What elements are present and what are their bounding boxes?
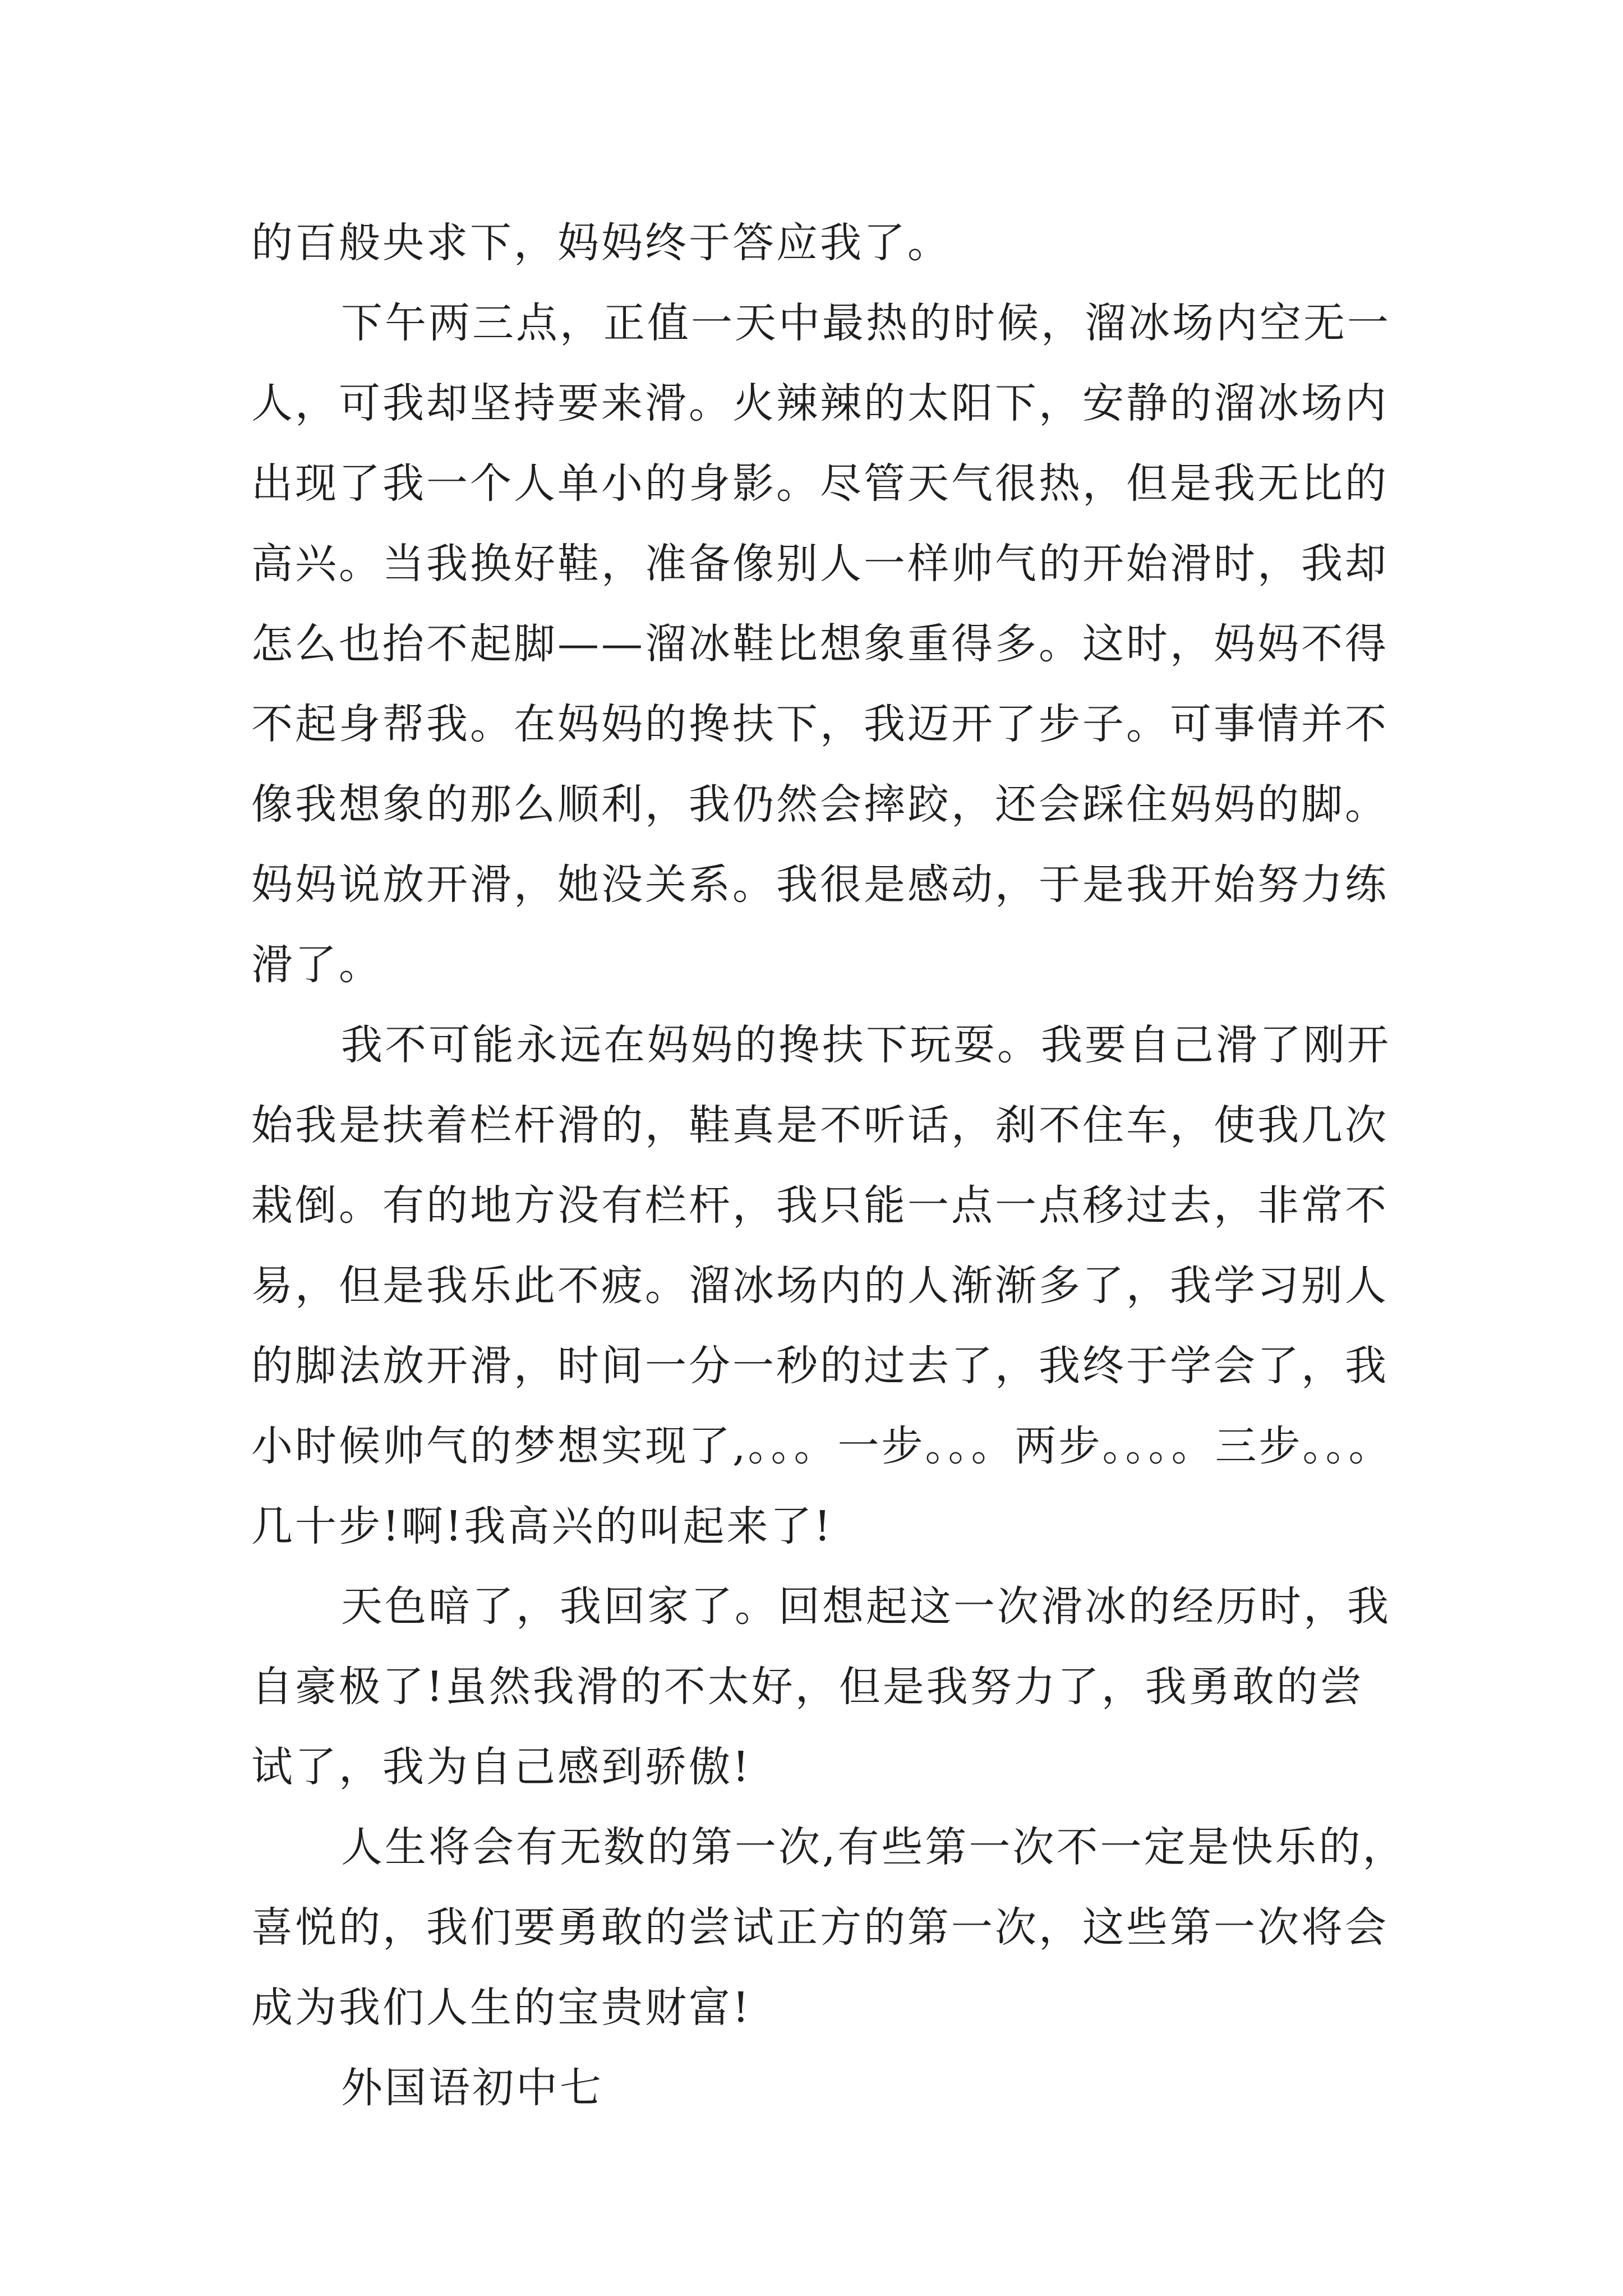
text-line: 成为我们人生的宝贵财富! [251,1984,751,2032]
text-line: 妈妈说放开滑，她没关系。我很是感动，于是我开始努力练 [251,861,1389,909]
text-line: 的脚法放开滑，时间一分一秒的过去了，我终于学会了，我 [251,1342,1389,1390]
text-line: 的百般央求下，妈妈终于答应我了。 [251,219,951,267]
text-line: 人，可我却坚持要来滑。火辣辣的太阳下，安静的溜冰场内 [251,379,1389,427]
text-line: 下午两三点，正值一天中最热的时候，溜冰场内空无一 [341,299,1391,347]
text-line: 栽倒。有的地方没有栏杆，我只能一点一点移过去，非常不 [251,1181,1389,1230]
text-line: 不起身帮我。在妈妈的搀扶下，我迈开了步子。可事情并不 [251,700,1389,748]
text-line: 喜悦的，我们要勇敢的尝试正方的第一次，这些第一次将会 [251,1903,1389,1952]
text-line: 外国语初中七 [341,2064,603,2112]
text-line: 像我想象的那么顺利，我仍然会摔跤，还会踩住妈妈的脚。 [251,780,1389,829]
text-line: 高兴。当我换好鞋，准备像别人一样帅气的开始滑时，我却 [251,540,1389,588]
text-line: 小时候帅气的梦想实现了,。。。一步。。。两步。。。。三步。。。 [251,1422,1393,1470]
text-line: 人生将会有无数的第一次,有些第一次不一定是快乐的， [341,1823,1407,1871]
text-line: 几十步!啊!我高兴的叫起来了! [251,1502,833,1550]
essay-body [251,203,1451,2128]
text-line: 怎么也抬不起脚——溜冰鞋比想象重得多。这时，妈妈不得 [251,620,1389,668]
text-line: 我不可能永远在妈妈的搀扶下玩耍。我要自己滑了刚开 [341,1021,1391,1069]
text-line: 滑了。 [251,941,382,989]
text-line: 始我是扶着栏杆滑的，鞋真是不听话，刹不住车，使我几次 [251,1101,1389,1149]
text-line: 易，但是我乐此不疲。溜冰场内的人渐渐多了，我学习别人 [251,1262,1389,1310]
text-line: 自豪极了!虽然我滑的不太好，但是我努力了，我勇敢的尝 [251,1663,1364,1711]
text-line: 试了，我为自己感到骄傲! [251,1743,751,1791]
text-line: 出现了我一个人单小的身影。尽管天气很热，但是我无比的 [251,459,1389,508]
text-line: 天色暗了，我回家了。回想起这一次滑冰的经历时，我 [341,1582,1391,1631]
